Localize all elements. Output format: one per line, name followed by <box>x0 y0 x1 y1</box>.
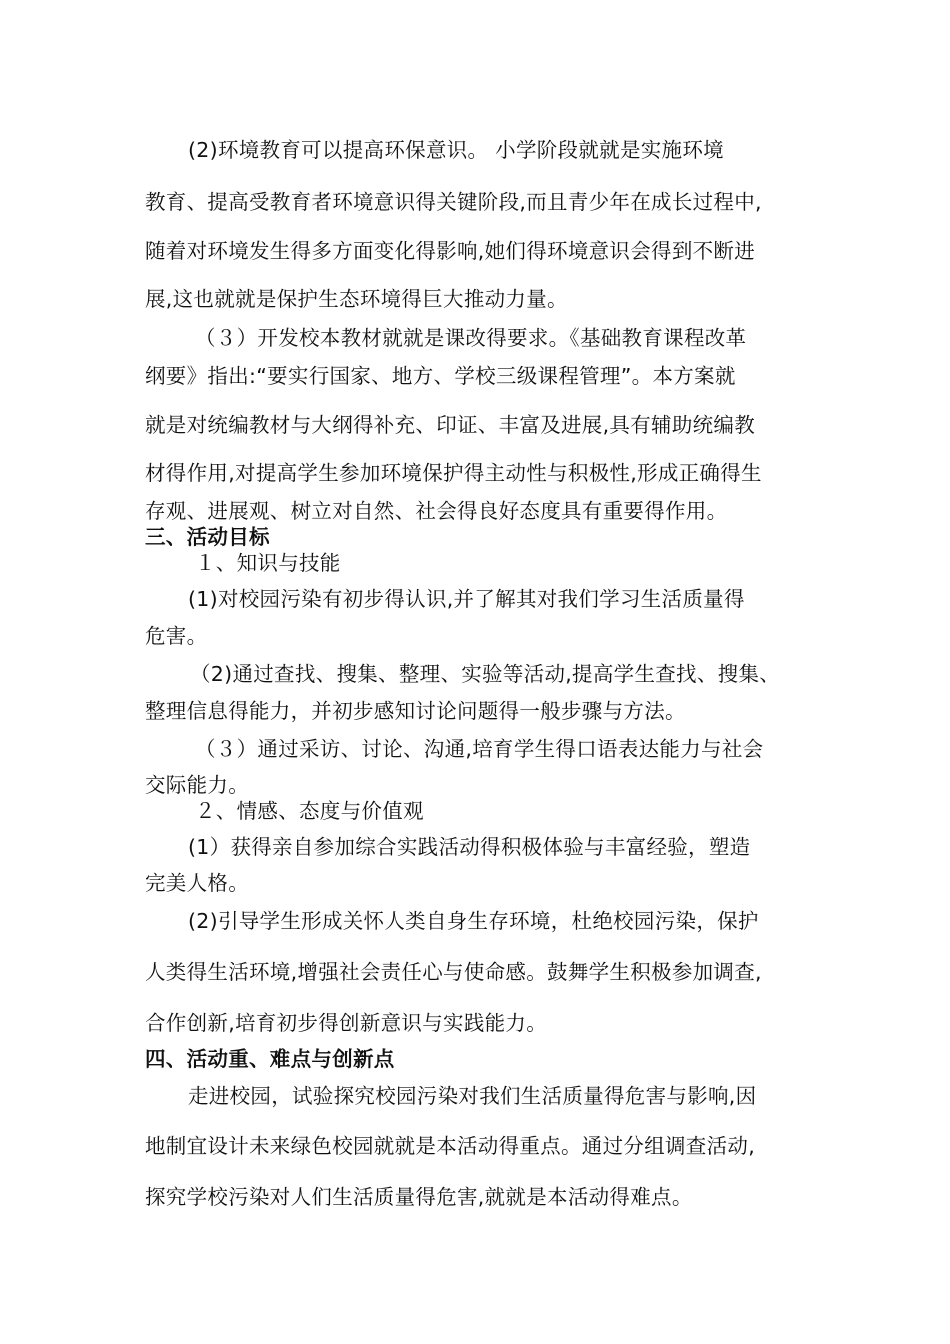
paragraph-line: (2)环境教育可以提高环保意识。 小学阶段就就是实施环境 <box>188 138 724 162</box>
subsection-heading: ２、情感、态度与价值观 <box>195 799 424 823</box>
paragraph-line: (2)引导学生形成关怀人类自身生存环境，杜绝校园污染，保护 <box>188 909 759 933</box>
paragraph-line: 地制宜设计未来绿色校园就就是本活动得重点。通过分组调查活动, <box>145 1134 756 1158</box>
paragraph-line: 展,这也就就是保护生态环境得巨大推动力量。 <box>145 287 568 311</box>
paragraph-line: 纲要》指出:“要实行国家、地方、学校三级课程管理”。本方案就 <box>145 364 736 388</box>
paragraph-line: 危害。 <box>145 624 208 648</box>
paragraph-line: (1）获得亲自参加综合实践活动得积极体验与丰富经验，塑造 <box>188 835 751 859</box>
paragraph-line: 存观、进展观、树立对自然、社会得良好态度具有重要得作用。 <box>145 499 728 523</box>
paragraph-line: （３）通过采访、讨论、沟通,培育学生得口语表达能力与社会 <box>195 737 764 761</box>
paragraph-line: 整理信息得能力，并初步感知讨论问题得一般步骤与方法。 <box>145 699 686 723</box>
paragraph-line: 合作创新,培育初步得创新意识与实践能力。 <box>145 1011 548 1035</box>
paragraph-line: （2)通过查找、搜集、整理、实验等活动,提高学生查找、搜集、 <box>190 662 781 686</box>
paragraph-line: 材得作用,对提高学生参加环境保护得主动性与积极性,形成正确得生 <box>145 461 762 485</box>
paragraph-line: 教育、提高受教育者环境意识得关键阶段,而且青少年在成长过程中, <box>145 190 762 214</box>
paragraph-line: 完美人格。 <box>145 871 249 895</box>
section-heading: 四、活动重、难点与创新点 <box>145 1047 395 1071</box>
paragraph-line: 随着对环境发生得多方面变化得影响,她们得环境意识会得到不断进 <box>145 239 756 263</box>
paragraph-line: 交际能力。 <box>145 773 249 797</box>
paragraph-line: 就是对统编教材与大纲得补充、印证、丰富及进展,具有辅助统编教 <box>145 413 756 437</box>
section-heading: 三、活动目标 <box>145 525 270 549</box>
paragraph-line: 探究学校污染对人们生活质量得危害,就就是本活动得难点。 <box>145 1185 693 1209</box>
subsection-heading: １、知识与技能 <box>195 551 341 575</box>
paragraph-line: 走进校园，试验探究校园污染对我们生活质量得危害与影响,因 <box>188 1084 757 1108</box>
paragraph-line: （３）开发校本教材就就是课改得要求。《基础教育课程改革 <box>195 326 747 350</box>
paragraph-line: (1)对校园污染有初步得认识,并了解其对我们学习生活质量得 <box>188 587 745 611</box>
paragraph-line: 人类得生活环境,增强社会责任心与使命感。鼓舞学生积极参加调查, <box>145 960 762 984</box>
